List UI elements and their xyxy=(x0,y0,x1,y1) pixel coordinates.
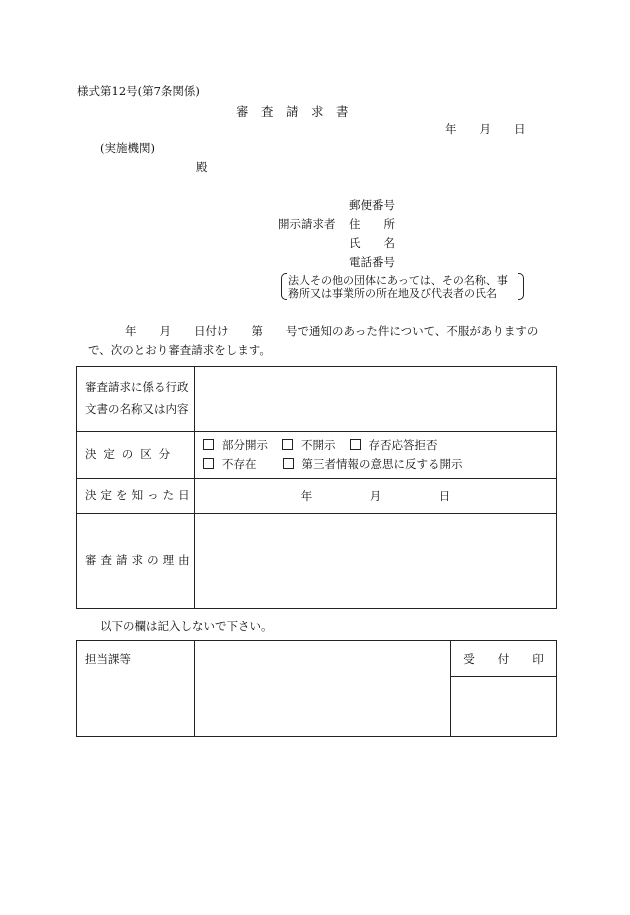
decision-options-row1 xyxy=(203,436,556,455)
checkbox-icon[interactable] xyxy=(283,458,294,469)
decision-date-label: 決定を知った日 xyxy=(77,479,195,514)
row-decision-type xyxy=(77,432,557,479)
corporation-note-line2: 務所又は事業所の所在地及び代表者の氏名 xyxy=(288,287,497,300)
row-document-name xyxy=(77,367,557,432)
document-name-label-line2: 文書の名称又は内容 xyxy=(85,402,189,416)
date-line: 年 月 日 xyxy=(445,122,526,136)
checkbox-icon[interactable] xyxy=(350,439,361,450)
checkbox-icon[interactable] xyxy=(203,458,214,469)
decision-date-field[interactable]: 年 月 日 xyxy=(195,479,557,514)
document-name-field[interactable] xyxy=(195,367,557,432)
checkbox-icon[interactable] xyxy=(203,439,214,450)
row-decision-date xyxy=(77,479,557,514)
decision-options-row2 xyxy=(203,455,556,474)
document-name-label-line1: 審査請求に係る行政 xyxy=(85,380,189,395)
row-reason xyxy=(77,514,557,609)
option-nonexistence[interactable]: 不存在 xyxy=(203,457,257,471)
office-use-table xyxy=(76,640,557,737)
note-bracket-right xyxy=(518,273,524,300)
decision-type-label: 決定の区分 xyxy=(77,432,195,479)
option-existence-refusal[interactable]: 存否応答拒否 xyxy=(350,438,438,452)
corporation-note-line1: 法人その他の団体にあっては、その名称、事 xyxy=(288,274,508,287)
requester-group-label: 開示請求者 xyxy=(278,217,336,231)
reason-field[interactable] xyxy=(195,514,557,609)
phone-label: 電話番号 xyxy=(349,255,395,269)
checkbox-icon[interactable] xyxy=(282,439,293,450)
document-name-label xyxy=(77,367,195,432)
request-form-table xyxy=(76,366,557,609)
body-text-line1: 年 月 日付け 第 号で通知のあった件について、不服がありますの xyxy=(125,324,539,338)
reason-label: 審査請求の理由 xyxy=(77,514,195,609)
document-title: 審 査 請 求 書 xyxy=(236,104,349,119)
office-use-note: 以下の欄は記入しないで下さい。 xyxy=(100,619,273,633)
decision-type-options xyxy=(195,432,557,479)
receipt-stamp-area xyxy=(451,677,557,737)
form-number: 様式第12号(第7条関係) xyxy=(77,84,200,98)
department-field xyxy=(195,641,451,737)
postal-code-label: 郵便番号 xyxy=(349,198,395,212)
option-partial-disclosure[interactable]: 部分開示 xyxy=(203,438,268,452)
note-bracket-left xyxy=(281,273,287,300)
option-non-disclosure[interactable]: 不開示 xyxy=(282,438,336,452)
receipt-stamp-label: 受 付 印 xyxy=(451,641,557,677)
name-label: 氏 名 xyxy=(349,236,395,250)
address-label: 住 所 xyxy=(349,217,395,231)
institution-label: (実施機関) xyxy=(100,141,155,155)
department-label: 担当課等 xyxy=(77,641,195,737)
addressee-suffix: 殿 xyxy=(196,160,208,174)
body-text-line2: で、次のとおり審査請求をします。 xyxy=(88,343,271,357)
option-third-party-disclosure[interactable]: 第三者情報の意思に反する開示 xyxy=(283,457,463,471)
